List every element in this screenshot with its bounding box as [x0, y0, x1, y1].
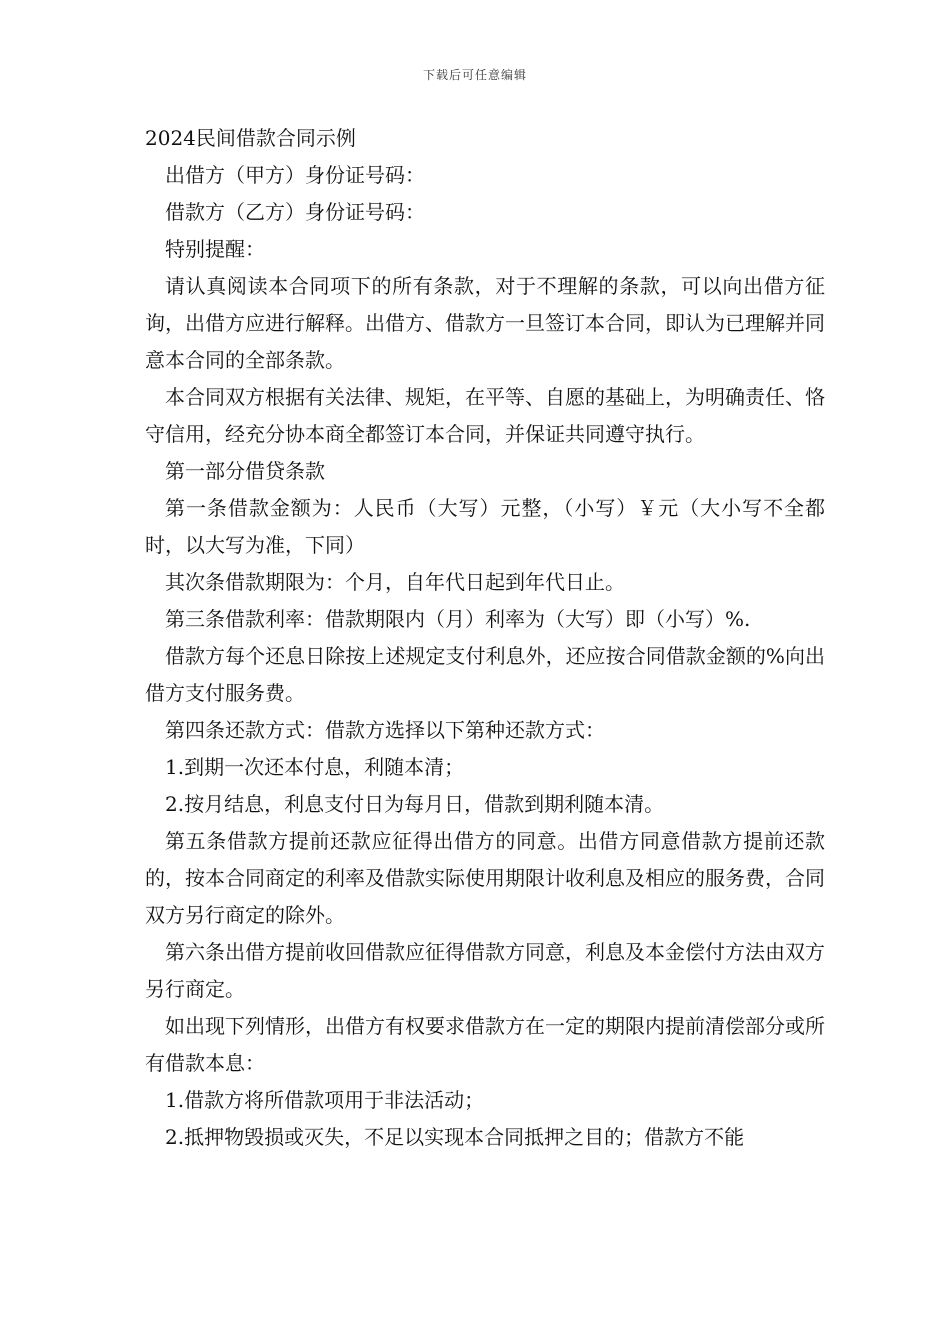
section-heading-loan-terms: 第一部分借贷条款: [165, 459, 325, 483]
clause-3-rate: 第三条借款利率：借款期限内（月）利率为（大写）即（小写）%.: [165, 607, 751, 631]
clause-5-early-repayment: 第五条借款方提前还款应征得出借方的同意。出借方同意借款方提前还款的，按本合同商定的利率及借款实际使用期限计收利息及相应的服务费，合同双方另行商定的除外。: [145, 829, 825, 927]
paragraph-special-reminder: 特别提醒：: [165, 237, 265, 261]
paragraph-read-carefully: 请认真阅读本合同项下的所有条款，对于不理解的条款，可以向出借方征询，出借方应进行解释。出借方、借款方一旦签订本合同，即认为已理解并同意本合同的全部条款。: [145, 274, 825, 372]
condition-2-collateral: 2.抵押物毁损或灭失，不足以实现本合同抵押之目的；借款方不能: [165, 1125, 745, 1149]
paragraph-service-fee: 借款方每个还息日除按上述规定支付利息外，还应按合同借款金额的%向出借方支付服务费。: [145, 644, 825, 705]
paragraph-basis: 本合同双方根据有关法律、规矩，在平等、自愿的基础上，为明确责任、恪守信用，经充分协本商全都签订本合同，并保证共同遵守执行。: [145, 385, 825, 446]
paragraph-lender-id: 出借方（甲方）身份证号码：: [165, 163, 425, 187]
repayment-option-2: 2.按月结息，利息支付日为每月日，借款到期利随本清。: [165, 792, 665, 816]
document-body: [145, 120, 825, 1156]
clause-6-early-recall: 第六条出借方提前收回借款应征得借款方同意，利息及本金偿付方法由双方另行商定。: [145, 940, 825, 1001]
condition-1-illegal-use: 1.借款方将所借款项用于非法活动；: [165, 1088, 485, 1112]
clause-1-amount: 第一条借款金额为：人民币（大写）元整，（小写）￥元（大小写不全都时，以大写为准，下同）: [145, 496, 825, 557]
header-note: 下载后可任意编辑: [422, 68, 527, 82]
clause-2-term: 其次条借款期限为：个月，自年代日起到年代日止。: [165, 570, 625, 594]
repayment-option-1: 1.到期一次还本付息，利随本清；: [165, 755, 465, 779]
paragraph-recall-conditions: 如出现下列情形，出借方有权要求借款方在一定的期限内提前清偿部分或所有借款本息：: [145, 1014, 825, 1075]
paragraph-borrower-id: 借款方（乙方）身份证号码：: [165, 200, 425, 224]
clause-4-repayment: 第四条还款方式：借款方选择以下第种还款方式：: [165, 718, 605, 742]
document-title: 2024民间借款合同示例: [145, 126, 356, 150]
